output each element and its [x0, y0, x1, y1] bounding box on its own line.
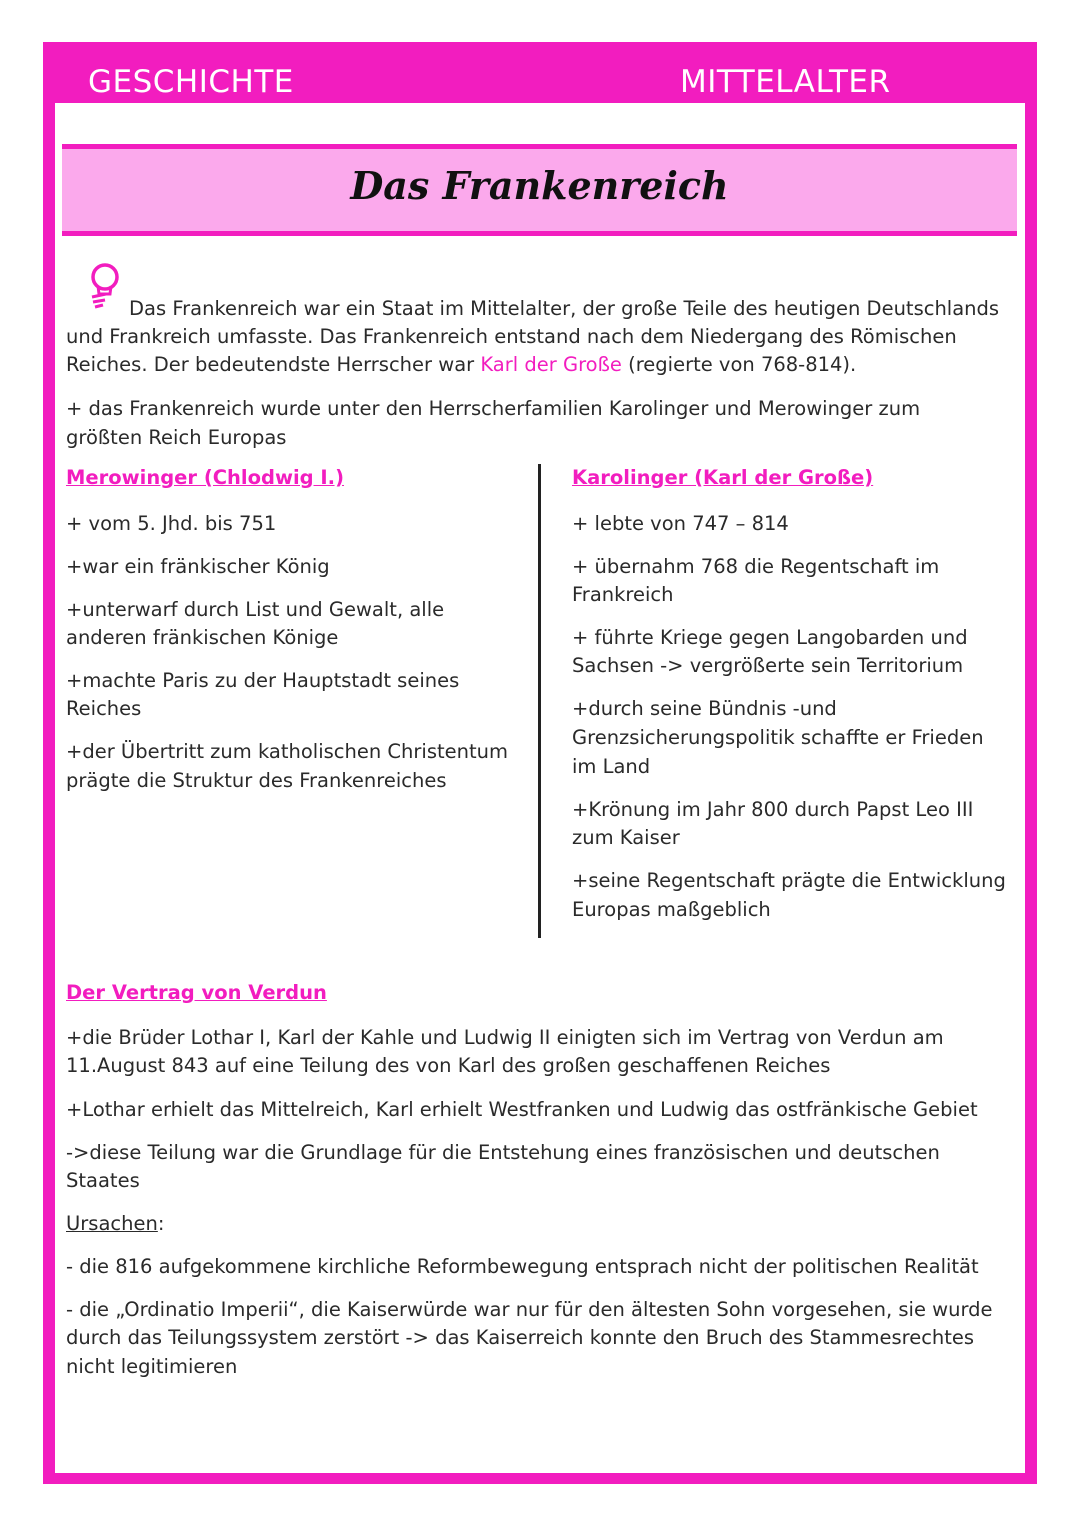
karolinger-item: +seine Regentschaft prägte die Entwicklung [572, 869, 1006, 892]
intro-note-line: + das Frankenreich wurde unter den Herrscherfamilien Karolinger und Merowinger zum [66, 397, 921, 420]
title-band [62, 144, 1017, 236]
karolinger-item: zum Kaiser [572, 826, 680, 849]
intro-line: Das Frankenreich war ein Staat im Mittelalter, der große Teile des heutigen Deutschlands [129, 297, 1000, 320]
verdun-line: +die Brüder Lothar I, Karl der Kahle und Ludwig II einigten sich im Vertrag von Verdun am [66, 1026, 944, 1049]
intro-line: Reiches. Der bedeutendste Herrscher war Karl der Große (regierte von 768-814). [66, 353, 857, 376]
cause-line: - die „Ordinatio Imperii“, die Kaiserwürde war nur für den ältesten Sohn vorgesehen, sie wurde [66, 1298, 993, 1321]
merowinger-item: prägte die Struktur des Frankenreiches [66, 769, 447, 792]
merowinger-item: +war ein fränkischer König [66, 555, 330, 578]
karolinger-item: Europas maßgeblich [572, 898, 771, 921]
cause-line: - die 816 aufgekommene kirchliche Reformbewegung entsprach nicht der politischen Realität [66, 1255, 979, 1278]
karolinger-item: Frankreich [572, 583, 674, 606]
karolinger-item: + lebte von 747 – 814 [572, 512, 789, 535]
cause-line: durch das Teilungssystem zerstört -> das Kaiserreich konnte den Bruch des Stammesrechtes [66, 1326, 975, 1349]
column-divider [538, 464, 541, 938]
merowinger-heading: Merowinger (Chlodwig I.) [66, 466, 344, 489]
karolinger-heading: Karolinger (Karl der Große) [572, 466, 874, 489]
verdun-line: ->diese Teilung war die Grundlage für die Entstehung eines französischen und deutschen [66, 1141, 940, 1164]
header-subject: GESCHICHTE [88, 64, 294, 100]
verdun-line: +Lothar erhielt das Mittelreich, Karl erhielt Westfranken und Ludwig das ostfränkische Gebiet [66, 1098, 978, 1121]
verdun-line: 11.August 843 auf eine Teilung des von Karl des großen geschaffenen Reiches [66, 1054, 831, 1077]
verdun-line: Staates [66, 1169, 140, 1192]
merowinger-item: anderen fränkischen Könige [66, 626, 339, 649]
karolinger-item: Grenzsicherungspolitik schaffte er Frieden [572, 726, 984, 749]
merowinger-item: +der Übertritt zum katholischen Christentum [66, 740, 508, 763]
merowinger-item: +machte Paris zu der Hauptstadt seines [66, 669, 460, 692]
karolinger-item: + führte Kriege gegen Langobarden und [572, 626, 968, 649]
merowinger-item: Reiches [66, 697, 142, 720]
causes-label: Ursachen: [66, 1212, 165, 1235]
lightbulb-icon [80, 260, 124, 312]
cause-line: nicht legitimieren [66, 1355, 238, 1378]
intro-note-line: größten Reich Europas [66, 426, 287, 449]
karolinger-item: + übernahm 768 die Regentschaft im [572, 555, 940, 578]
karolinger-item: +Krönung im Jahr 800 durch Papst Leo III [572, 798, 974, 821]
karolinger-item: +durch seine Bündnis -und [572, 697, 837, 720]
karolinger-item: im Land [572, 755, 651, 778]
page-title: Das Frankenreich [350, 163, 729, 208]
merowinger-item: +unterwarf durch List und Gewalt, alle [66, 598, 445, 621]
header-topic: MITTELALTER [680, 64, 891, 100]
karolinger-item: Sachsen -> vergrößerte sein Territorium [572, 654, 964, 677]
intro-line: und Frankreich umfasste. Das Frankenreich entstand nach dem Niedergang des Römischen [66, 325, 957, 348]
karl-highlight: Karl der Große [480, 353, 622, 376]
verdun-heading: Der Vertrag von Verdun [66, 981, 327, 1004]
merowinger-item: + vom 5. Jhd. bis 751 [66, 512, 277, 535]
